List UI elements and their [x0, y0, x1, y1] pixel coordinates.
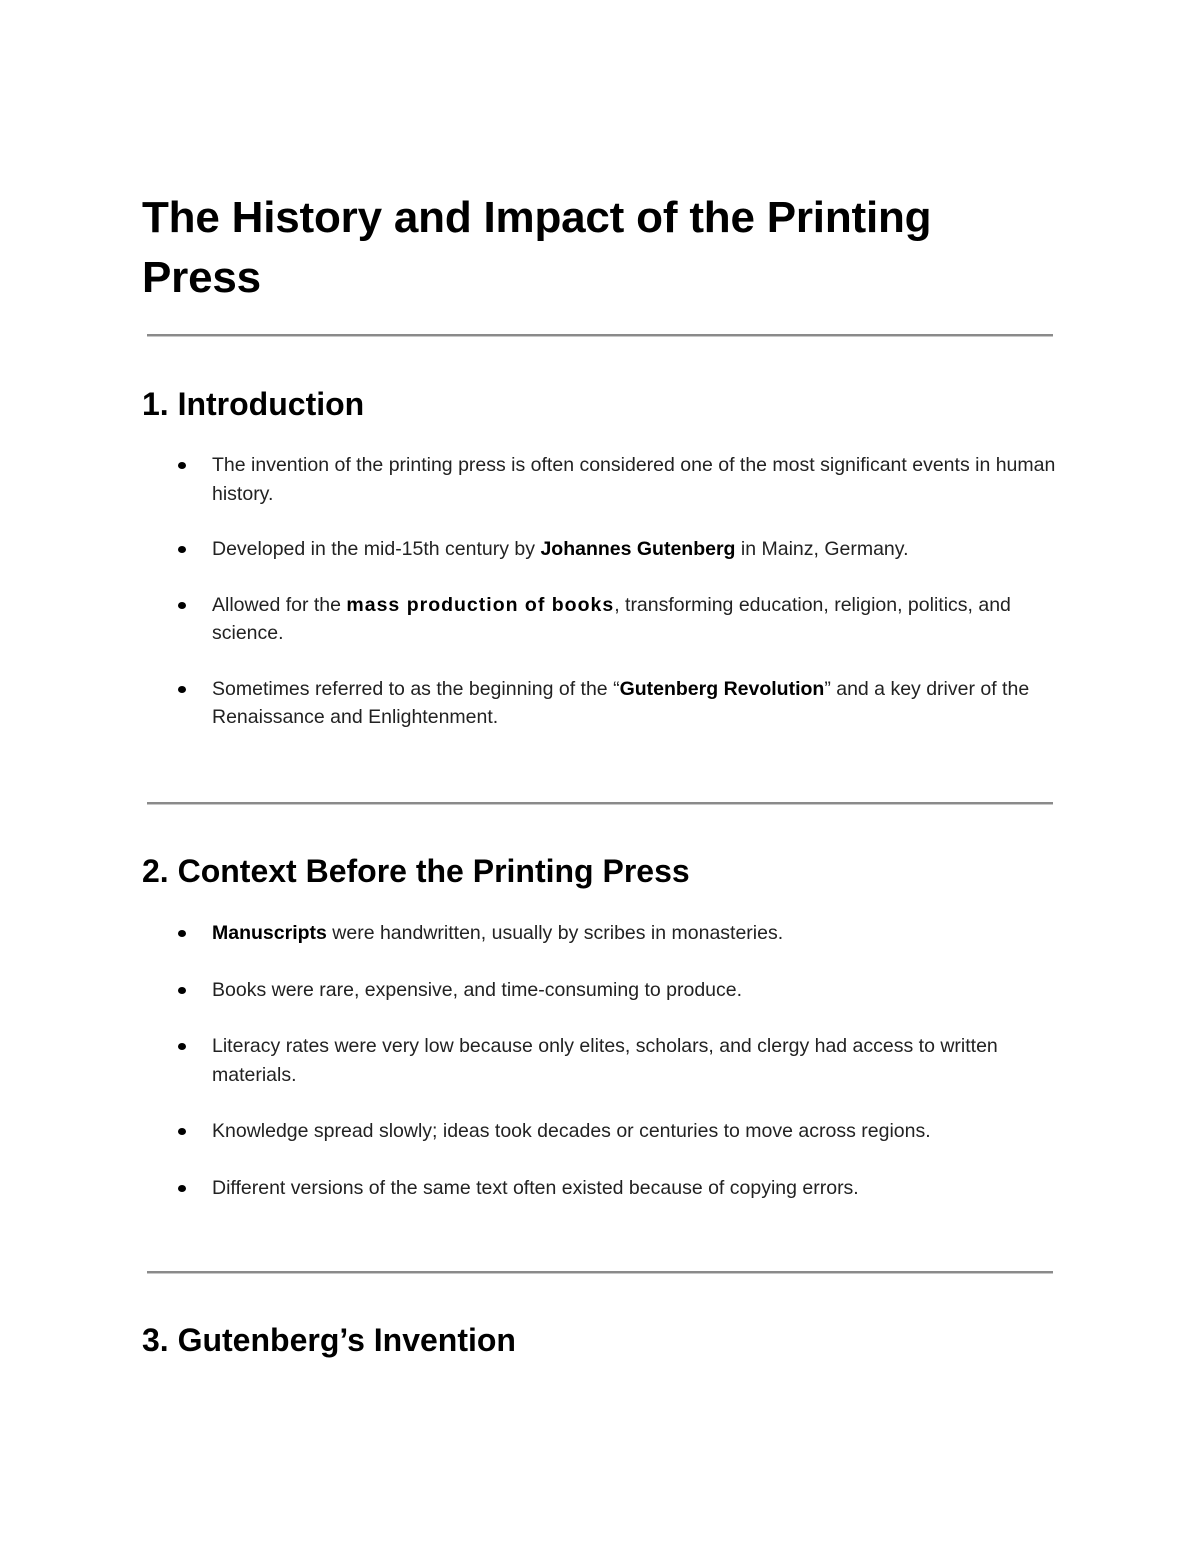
bullet-icon: [178, 1185, 186, 1192]
bullet-text: Sometimes referred to as the beginning of the “: [212, 677, 620, 700]
section-heading-context: 2. Context Before the Printing Press: [142, 853, 690, 889]
horizontal-rule: [147, 334, 1053, 337]
horizontal-rule: [147, 1271, 1053, 1274]
bold-text: Gutenberg Revolution: [619, 677, 825, 700]
list-item: [0, 976, 1062, 1005]
introduction-bullet-list: [0, 451, 1200, 732]
bullet-text: Different versions of the same text often existed because of copying errors.: [212, 1176, 859, 1199]
list-item: [0, 675, 1062, 732]
bullet-text: The invention of the printing press is often considered one of the most significant events in human history.: [212, 454, 1056, 505]
list-item: [0, 1174, 1062, 1203]
context-bullet-list: [0, 919, 1200, 1202]
section-heading-gutenberg-invention: 3. Gutenberg’s Invention: [142, 1322, 516, 1358]
bullet-text: Knowledge spread slowly; ideas took decades or centuries to move across regions.: [212, 1120, 931, 1142]
bullet-text: Books were rare, expensive, and time-consuming to produce.: [212, 978, 743, 1001]
list-item: [0, 1117, 1062, 1146]
bullet-icon: [178, 930, 186, 937]
bold-text: Johannes Gutenberg: [540, 538, 736, 560]
bullet-text: were handwritten, usually by scribes in monasteries.: [326, 922, 784, 944]
horizontal-rule: [147, 802, 1053, 805]
bullet-text: , transforming education, religion, politics, and science.: [212, 593, 1011, 644]
list-item: [0, 535, 1062, 564]
list-item: [0, 451, 1062, 508]
bullet-text: Literacy rates were very low because only elites, scholars, and clergy had access to written materials.: [212, 1035, 998, 1086]
bullet-icon: [178, 686, 186, 693]
bullet-icon: [178, 987, 186, 994]
bullet-icon: [178, 1128, 186, 1135]
bullet-icon: [178, 602, 186, 609]
bullet-icon: [178, 546, 186, 553]
bold-text: Manuscripts: [212, 922, 327, 944]
bullet-icon: [178, 462, 186, 469]
bullet-text: ” and a key driver of the Renaissance and Enlightenment.: [212, 677, 1030, 728]
list-item: [0, 919, 1062, 948]
bullet-icon: [178, 1043, 186, 1050]
list-item: [0, 1032, 1062, 1089]
document-title: The History and Impact of the Printing Press: [142, 193, 932, 302]
bold-text: mass production of books: [346, 593, 615, 616]
bullet-text: in Mainz, Germany.: [735, 538, 909, 560]
section-heading-introduction: 1. Introduction: [142, 386, 365, 422]
list-item: [0, 591, 1062, 648]
bullet-text: Allowed for the: [212, 593, 347, 616]
bullet-text: Developed in the mid-15th century by: [212, 538, 541, 560]
